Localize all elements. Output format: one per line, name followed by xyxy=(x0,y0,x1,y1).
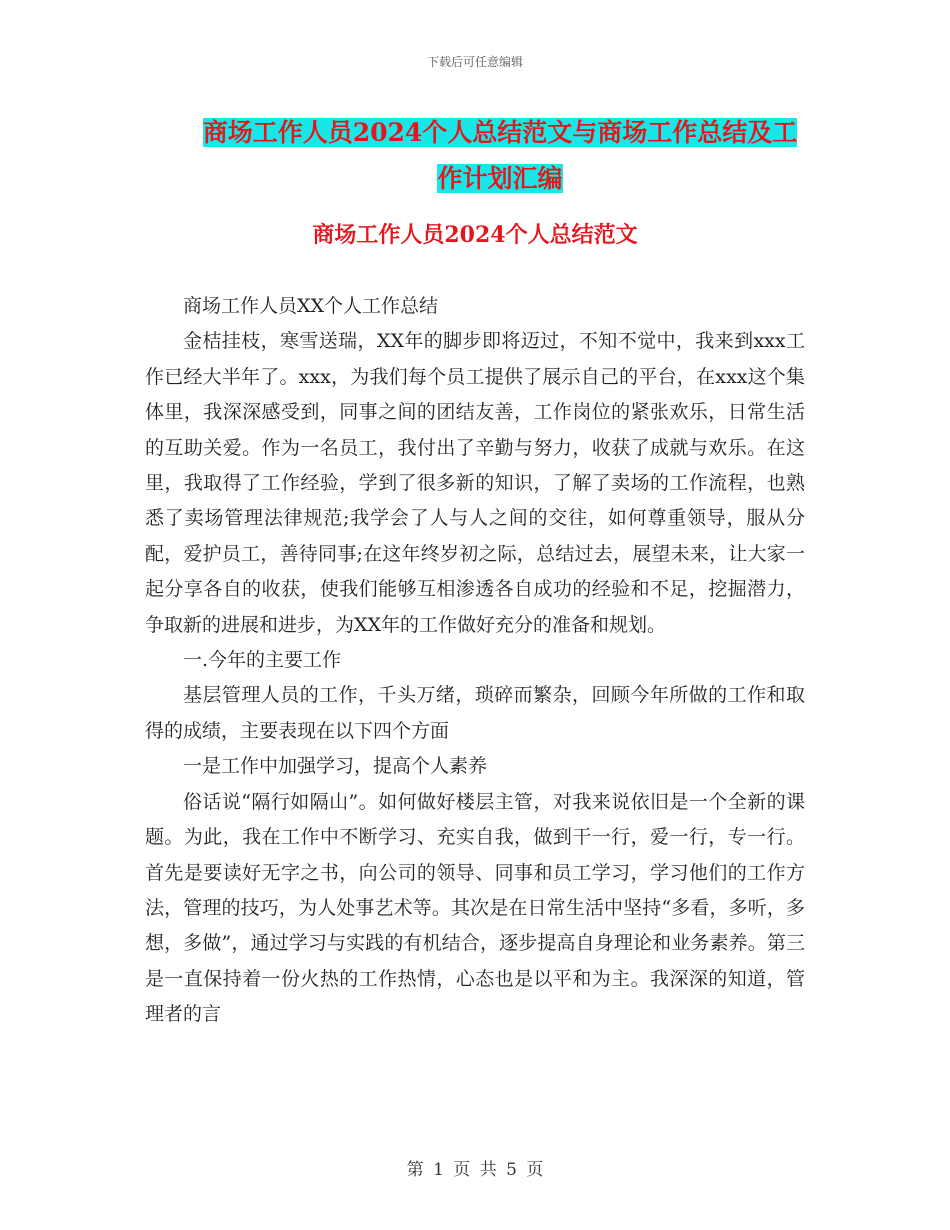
document-title-line-1: 商场工作人员2024个人总结范文与商场工作总结及工 xyxy=(202,118,798,147)
paragraph: 俗话说“隔行如隔山”。如何做好楼层主管，对我来说依旧是一个全新的课题。为此，我在工作中不断学习、充实自我，做到干一行，爱一行，专一行。首先是要读好无字之书，向公司的领导、同事和员工学习，学习他们的工作方法，管理的技巧，为人处事艺术等。其次是在日常生活中坚持“多看，多听，多想，多做”，通过学习与实践的有机结合，逐步提高自身理论和业务素养。第三是一直保持着一份火热的工作热情，心态也是以平和为主。我深深的知道，管理者的言 xyxy=(145,790,805,1026)
paragraph: 商场工作人员XX个人工作总结 xyxy=(183,295,439,317)
document-title-line-2: 作计划汇编 xyxy=(437,164,563,193)
paragraph: 金桔挂枝，寒雪送瑞，XX年的脚步即将迈过，不知不觉中，我来到xxx工作已经大半年了。xxx，为我们每个员工提供了展示自己的平台，在xxx这个集体里，我深深感受到，同事之间的团结友善，工作岗位的紧张欢乐，日常生活的互助关爱。作为一名员工，我付出了辛勤与努力，收获了成就与欢乐。在这里，我取得了工作经验，学到了很多新的知识，了解了卖场的工作流程，也熟悉了卖场管理法律规范;我学会了人与人之间的交往，如何尊重领导，服从分配，爱护员工，善待同事;在这年终岁初之际，总结过去，展望未来，让大家一起分享各自的收获，使我们能够互相渗透各自成功的经验和不足，挖掘潜力，争取新的进展和进步，为XX年的工作做好充分的准备和规划。 xyxy=(145,330,805,636)
paragraph: 一.今年的主要工作 xyxy=(183,649,342,672)
section-title: 商场工作人员2024个人总结范文 xyxy=(312,222,638,248)
page-number: 第 1 页 共 5 页 xyxy=(406,1160,544,1180)
document-title xyxy=(190,110,810,202)
body-text xyxy=(145,289,805,1033)
header-note: 下载后可任意编辑 xyxy=(426,55,523,69)
paragraph: 一是工作中加强学习，提高个人素养 xyxy=(183,755,488,778)
paragraph: 基层管理人员的工作，千头万绪，琐碎而繁杂，回顾今年所做的工作和取得的成绩，主要表现在以下四个方面 xyxy=(145,684,805,742)
